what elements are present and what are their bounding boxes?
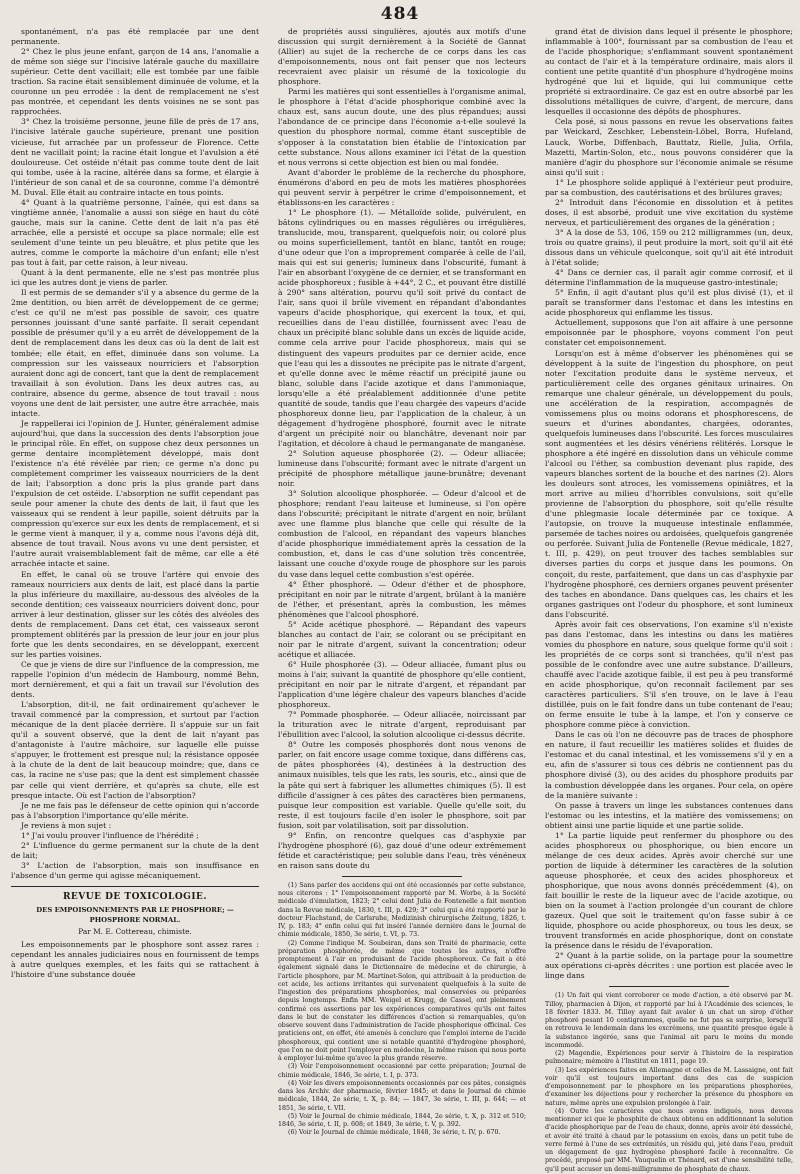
footnote: (5) Voir le Journal de chimie médicale, 1844, 2e série, t. X, p. 312 et 510; 1846, 3e série, t. II, p. 608; et 1849, 3e série, t. V, p. 392.	[278, 1112, 526, 1129]
col3-body	[545, 27, 793, 981]
paragraph: 5° Acide acétique phosphoré. — Répandant des vapeurs blanches au contact de l'air, se colorant ou se précipitant en noir par le nitrate d'argent, suivant la concentration; odeur acétique et alliacée.	[278, 619, 526, 659]
footnote: (2) Comme l'indique M. Soubeiran, dans son Traité de pharmacie, cette préparation phosphorée, de même que toutes les autres, n'offre promptement à l'air en produisant de l'acide phosphoreux. Ce fait a été également signalé dans le Dictionnaire de médecine et de chirurgie, à l'article phosphore, par M. Martinet-Solon, qui attribuait à la production de cet acide, les actions irritantes qui survenaient quelquefois à la suite de l'ingestion des préparations phosphorées, mal conservées ou préparées depuis longtemps. Enfin MM. Weigel et Krugg, de Cassel, ont pleinement confirmé ces assertions par les expériences comparatives qu'ils ont faites dans le but de constater les différences d'action si remarquables, qu'on observe souvent dans l'administration de l'acide phosphorique officinal. Ces praticiens ont, en effet, été amenés à conclure que l'emploi interne de l'acide phosphoreux, qui contient une si notable quantité d'hydrogène phosphoré, que l'on ne doit point l'employer en médecine, la même raison qui nous porte à employer lui-même qu'avec la plus grande réserve.	[278, 939, 526, 1063]
paragraph: Je ne me fais pas le défenseur de cette opinion qui n'accorde pas à l'absorption l'importance qu'elle mérite.	[11, 800, 259, 820]
paragraph: L'absorption, dit-il, ne fait ordinairement qu'achever le travail commencé par la compression, et surtout par l'action mécanique de la dent placée derrière. Il s'appuie sur un fait qu'il a souvent observé, que la dent de lait n'ayant pas d'antagoniste à l'autre mâchoire, sur laquelle elle puisse s'appuyer, le frottement est presque nul; la résistance opposée à la chute de la dent de lait beaucoup moindre; que, dans ce cas, la racine ne s'use pas; que la dent est simplement chassée par celle qui vient derrière, et qu'après sa chute, elle est presque intacte. Où est l'action de l'absorption?	[11, 700, 259, 800]
paragraph: 2° Quant à la partie solide, on la partage pour la soumettre aux opérations ci-après décrites : une portion est placée avec le linge dans	[545, 951, 793, 981]
paragraph: Ce que je viens de dire sur l'influence de la compression, me rappelle l'opinion d'un médecin de Hambourg, nommé Behn, mort dernièrement, et qui a fait un travail sur l'évolution des dents.	[11, 659, 259, 700]
paragraph: On passe à travers un linge les substances contenues dans l'estomac ou les intestins, et la matière des vomissemens; on obtient ainsi une partie liquide et une partie solide.	[545, 800, 793, 830]
paragraph: Je rappellerai ici l'opinion de J. Hunter, généralement admise aujourd'hui, que dans la succession des dents l'absorption joue le principal rôle. En effet, on suppose chez deux personnes un germe dentaire incomplètement développé, mais dont l'existence n'a été révélée par rien; ce germe n'a donc pu complètement comprimer les vaisseaux nourriciers de la dent de lait; l'absorption a donc pris la plus grande part dans l'expulsion de cet ostéide. L'absorption ne suffit cependant pas seule pour amener la chute des dents de lait, il faut que les vaisseaux qui se rendent à leur papille, soient détruits par la compression qu'exerce sur eux les dents de remplacement, et si le germe vient à manquer, il y a, comme nous l'avons déjà dit, absence de tout travail. Nous avons vu une dent persister, et l'autre aurait vraisemblablement fait de même, car elle a été arrachée intacte et saine.	[11, 418, 259, 569]
paragraph: Lorsqu'on est à même d'observer les phénomènes qui se développent à la suite de l'ingestion du phosphore, on peut noter l'excitation produite dans le système nerveux, et particulièrement celle des organes génitaux urinaires. On remarque une chaleur générale, un développement du pouls, une accélération de la respiration, accompagnés de vomissemens plus ou moins odorans et phosphorescens, de sueurs et d'urines abondantes, chargées, odorantes, quelquefois lumineuses dans l'obscurité. Les forces musculaires sont augmentées et les désirs vénériens rélitérés. Lorsque le phosphore a été ingéré en dissolution dans un véhicule comme l'alcool ou l'éther, sa combustion devenant plus rapide, des vapeurs blanches sortent de la bouche et des narines (2). Alors les douleurs sont atroces, les vomissemens opiniâtres, et la mort arrive au milieu d'horribles convulsions, soit qu'elle provienne de l'absorption du phosphore, soit qu'elle résulte d'une phlegmasie locale déterminée par ce toxique. A l'autopsie, on trouve la muqueuse intestinale enflammée, parsemée de taches noires ou ardoisées, quelquefois gangrenée ou perforée. Suivant Julia de Fontenelle (Revue médicale, 1827, t. III, p. 429), on peut trouver des taches semblables sur diverses parties du corps et jusque dans les poumons. On conçoit, du reste, parfaitement, que dans un cas d'asphyxie par l'hydrogène phosphoré, ces derniers organes peuvent présenter des taches en abondance. Dans quelques cas, les chairs et les organes gastriques ont l'odeur du phosphore, et sont lumineux dans l'obscurité.	[545, 348, 793, 619]
footnote: (1) Sans parler des accidens qui ont été occasionnés par cette substance, nous citerons : 1° l'empoisonnement rapporté par M. Worbe, à la Société médicale d'émulation, 1823; 2° celui dont Julia de Fontenelle a fait mention dans la Revue médicale, 1830, t. III, p. 429; 3° celui qui a été rapporté par le docteur Flachstand, de Carlsruhe, Medizinish chirurgische Zeitung, 1826, t. IV, p. 183; 4° enfin celui qui fut inséré l'année dernière dans le Journal de chimie médicale, 1850, 3e série, t. VI, p. 73.	[278, 881, 526, 939]
footnote-rule	[609, 986, 729, 987]
col2-body	[278, 27, 526, 871]
paragraph: Dans le cas où l'on ne découvre pas de traces de phosphore en nature, il faut recueillir les matières solides et fluides de l'estomac et du canal intestinal, et les vomissemens s'il y en a eu, afin de s'assurer si tous ces débris ne contiennent pas du phosphore divisé (3), ou des acides du phosphore produits par la combustion développée dans les organes. Pour cela, on opère de la manière suivante :	[545, 730, 793, 800]
article-title: DES EMPOISONNEMENTS PAR LE PHOSPHORE; — PHOSPHORE NORMAL.	[36, 906, 234, 925]
paragraph: 3° Solution alcoolique phosphorée. — Odeur d'alcool et de phosphore; rendant l'eau laiteuse et lumineuse, si l'on opère dans l'obscurité; précipitant le nitrate d'argent en noir, brûlant avec une flamme plus blanche que celle qui résulte de la combustion de l'alcool, en répandant des vapeurs blanches d'acide phosphorique immédiatement après la cessation de la combustion, et, dans le cas d'une solution très concentrée, laissant une couche d'oxyde rouge de phosphore sur les parois du vase dans lequel cette combustion s'est opérée.	[278, 489, 526, 579]
paragraph: Cela posé, si nous passons en revue les observations faites par Weickard, Zeschker, Lebenstein-Löbel, Borra, Hufeland, Lauck, Worbe, Diffenbach, Bauttatz, Rielle, Julia, Orfila, Mazetti, Martin-Solon, etc., nous pouvons considérer que la manière d'agir du phosphore sur l'économie animale se résume ainsi qu'il suit :	[545, 117, 793, 177]
paragraph: Parmi les matières qui sont essentielles à l'organisme animal, le phosphore à l'état d'acide phosphorique combiné avec la chaux est, sans aucun doute, une des plus répandues; aussi l'abondance de ce principe dans l'économie a-t-elle soulevé la question du phosphore normal, comme étant susceptible de s'opposer à la constatation bien établie de l'intoxication par cette substance. Nous allons examiner ici l'état de la question et nous verrons si cette objection est bien ou mal fondée.	[278, 87, 526, 167]
paragraph: 4° Dans ce dernier cas, il paraît agir comme corrosif, et il détermine l'inflammation de la muqueuse gastro-intestinale;	[545, 268, 793, 288]
col2-footnotes	[278, 882, 526, 1138]
column-3	[545, 27, 793, 1173]
footnote: (4) Outre les caractères que nous avons indiqués, nous devons mentionner ici que le phosphite de chaux obtenu en additionnant la solution d'acide phosphorique par de l'eau de chaux, donne, après avoir été desséché, et avoir été traité à chaud par le potassium en excès, dans un petit tube de verre fermé à l'une de ses extrémités, un résidu qui, jeté dans l'eau, produit un dégagement de gaz hydrogène phosphoré facile à reconnaître. Ce procédé, proposé par MM. Vauquelin et Thénard, est d'une sensibilité telle, qu'il peut accuser un demi-milligramme de phosphate de chaux.	[545, 1107, 793, 1173]
section-rule	[11, 886, 259, 887]
paragraph: 1° J'ai voulu prouver l'influence de l'hérédité ;	[21, 830, 199, 840]
paragraph: 2° L'influence du germe permanent sur la chute de la dent de lait;	[11, 840, 259, 860]
paragraph: 7° Pommade phosphorée. — Odeur alliacée, noircissant par la trituration avec le nitrate d'argent, reproduisant par l'ébullition avec l'alcool, la solution alcoolique ci-dessus décrite.	[278, 710, 526, 740]
paragraph: 5° Enfin, il agit d'autant plus qu'il est plus divisé (1), et il paraît se transformer dans l'estomac et dans les intestins en acide phosphoreux qui enflamme les tissus.	[545, 288, 793, 318]
paragraph: 8° Outre les composés phosphorés dont nous venons de parler, on fait encore usage comme toxique, dans différens cas, de pâtes phosphorées (4), destinées à la destruction des animaux nuisibles, tels que les rats, les souris, etc., ainsi que de la pâte qui sert à fabriquer les allumettes chimiques (5). Il est difficile d'assigner à ces pâtes des caractères bien permanens, puisque leur composition est variable. Quelle qu'elle soit, du reste, il est toujours facile d'en isoler le phosphore, soit par fusion, soit par volatilisation, soit par dissolution.	[278, 740, 526, 830]
footnote: (6) Voir le Journal de chimie médicale, 1848, 3e série, t. IV, p. 670.	[288, 1129, 501, 1137]
paragraph: En effet, le canal où se trouve l'artère qui envoie des rameaux nourriciers aux dents de lait, est placé dans la partie la plus inférieure du maxillaire, au-dessous des alvéoles de la seconde dentition; ces vaisseaux nourriciers doivent donc, pour arriver à leur destination, glisser sur les côtés des alvéoles des dents de remplacement. Dans cet état, ces vaisseaux seront promptement oblitérés par la pression de leur jour en jour plus forte que les dents secondaires, en se développant, exercent sur les parties voisines.	[11, 569, 259, 659]
section-title: REVUE DE TOXICOLOGIE.	[62, 891, 208, 902]
paragraph: Il est permis de se demander s'il y a absence du germe de la 2me dentition, ou bien arrêt de développement de ce germe; c'est ce qu'il ne m'est pas possible de savoir, ces quatre personnes jouissant d'une santé parfaite. Il serait cependant possible de présumer qu'il y a eu arrêt de développement de la dent de remplacement dans les deux cas où la dent de lait est tombée; elle était, en effet, diminuée dans son volume. La compression sur les vaisseaux nourriciers et l'absorption auraient donc agi de concert, tant que la dent de remplacement travaillait à son évolution. Dans les deux autres cas, au contraire, absence du germe, absence de tout travail : nous voyons une dent de lait persister, une autre être arrachée, mais intacte.	[11, 288, 259, 418]
paragraph: 9° Enfin, on rencontre quelques cas d'asphyxie par l'hydrogène phosphoré (6), gaz doué d'une odeur extrêmement fétide et caractéristique; peu soluble dans l'eau, très vénéneux en raison sans doute du	[278, 830, 526, 870]
paragraph: Je reviens à mon sujet :	[21, 820, 112, 830]
column-2	[278, 27, 526, 1137]
paragraph: grand état de division dans lequel il présente le phosphore; inflammable à 100°, fournissant par sa combustion de l'eau et de l'acide phosphorique; s'enflammant souvent spontanément au contact de l'air et à la température ordinaire, mais alors il contient une petite quantité d'un phosphure d'hydrogène moins hydrogéné que lui et liquide, qui lui communique cette propriété si extraordinaire. Ce gaz est en outre absorbé par les dissolutions métalliques de cuivre, d'argent, de mercure, dans lesquelles il occasionne des dépôts de phosphures.	[545, 27, 793, 117]
col3-footnotes	[545, 992, 793, 1174]
paragraph: Actuellement, supposons que l'on ait affaire à une personne empoisonnée par le phosphore, voyons comment l'on peut constater cet empoisonnement.	[545, 318, 793, 348]
paragraph: 4° Éther phosphoré. — Odeur d'éther et de phosphore, précipitant en noir par le nitrate d'argent, brûlant à la manière de l'éther, et présentant, après la combustion, les mêmes phénomènes que l'alcool phosphoré.	[278, 579, 526, 619]
footnote: (1) Un fait qui vient corroborer ce mode d'action, a été observé par M. Tilloy, pharmacien à Dijon, et rapporté par lui à l'Académie des sciences, le 18 février 1833. M. Tilloy ayant fait avaler à un chat un sirop d'éther phosphoré pesant 10 centigrammes, quelle ne fut pas sa surprise, lorsqu'il en retrouva le lendemain dans les excrémens, une quantité presque égale à la substance ingérée, sans que l'animal ait paru le moins du monde incommodé.	[545, 992, 793, 1049]
paragraph: Quant à la dent permanente, elle ne s'est pas montrée plus ici que les autres dont je viens de parler.	[11, 268, 259, 288]
paragraph: Après avoir fait ces observations, l'on examine s'il n'existe pas dans l'estomac, dans les intestins ou dans les matières vomies du phosphore en nature, sous quelque forme qu'il soit : les propriétés de ce corps sont si tranchées, qu'il n'est pas possible de le confondre avec une autre substance. D'ailleurs, chauffé avec l'acide azotique faible, il est peu à peu transformé en acide phosphorique, qu'on reconnaît facilement par ses caractères particuliers. S'il s'en trouve, on le lave à l'eau distillée, puis on le fait fondre dans un tube contenant de l'eau; on ferme ensuite le tube à la lampe, et l'on y conserve ce phosphore comme pièce à conviction.	[545, 619, 793, 730]
paragraph: 3° L'action de l'absorption, mais son insuffisance en l'absence d'un germe qui agisse mécaniquement.	[11, 860, 259, 880]
paragraph: 1° La partie liquide peut renfermer du phosphore ou des acides phosphoreux ou phosphorique, ou bien encore un mélange de ces deux acides. Après avoir cherché sur une portion de liquide à déterminer les caractères de la solution aqueuse phosphorée, et ceux des acides phosphoreux et phosphorique, que nous avons donnés précédemment (4), on fait bouillir le reste de la liqueur avec de l'acide azotique, ou bien on la soumet à l'action prolongée d'un courant de chlore gazeux. Quel que soit le traitement qu'on fasse subir à ce liquide, phosphore ou acide phosphoreux, ou tous les deux, se trouvent transformés en acide phosphorique, dont on constate la présence dans le résidu de l'évaporation.	[545, 830, 793, 951]
footnote: (3) Voir l'empoisonnement occasionné par cette préparation; Journal de chimie médicale, 1846, 3e série, t. I, p. 373.	[278, 1063, 526, 1079]
paragraph: 3° Chez la troisième personne, jeune fille de près de 17 ans, l'incisive latérale gauche supérieure, prenant une position vicieuse, fut arrachée par un professeur de Florence. Cette dent ne vacillait point; la racine était longue et l'avulsion a été douloureuse. Cet ostéide n'était pas comme toute dent de lait qui tombe, usée à la racine, altérée dans sa forme, et élargie à l'intérieur de son canal et de sa couronne, comme l'a démontré M. Duval. Elle était au contraire intacte en tous points.	[11, 117, 259, 197]
paragraph: 2° Chez le plus jeune enfant, garçon de 14 ans, l'anomalie a de même son siége sur l'incisive latérale gauche du maxillaire supérieur. Cette dent vacillait; elle est tombée par une faible traction. Sa racine était sensiblement diminuée de volume, et la couronne un peu errodée : la dent de remplacement ne s'est pas montrée, et cependant les dents voisines ne se sont pas rapprochées.	[11, 47, 259, 117]
footnote: (4) Voir les divers empoisonnements occasionnés par ces pâtes, consignés dans les Archiv. der pharmacie, février 1845; et dans le Journal de chimie médicale, 1844, 2e série, t. X, p. 84; — 1847, 3e série, t. III, p. 644; — et 1851, 3e série, t. VII.	[278, 1079, 526, 1112]
paragraph: spontanément, n'a pas été remplacée par une dent permanente.	[11, 27, 259, 47]
col1-body	[11, 27, 259, 881]
paragraph: 1° Le phosphore solide appliqué à l'extérieur peut produire, par sa combustion, des cautérisations et des brûlures graves;	[545, 177, 793, 197]
col1-article-body	[11, 940, 259, 980]
paragraph: 3° A la dose de 53, 106, 159 ou 212 milligrammes (un, deux, trois ou quatre grains), il peut produire la mort, soit qu'il ait été dissous dans un véhicule quelconque, soit qu'il ait été introduit à l'état solide;	[545, 227, 793, 268]
footnote: (2) Magendie, Expériences pour servir à l'histoire de la respiration pulmonaire; mémoire à l'Institut en 1811, page 19.	[545, 1050, 793, 1066]
paragraph: 1° Le phosphore (1). — Métalloïde solide, pulvérulent, en bâtons cylindriques ou en masses régulières ou irrégulières, translucide, mou, transparent, quelquefois noir, ou coloré plus ou moins superficiellement, tantôt en blanc, tantôt en rouge; d'une odeur que l'on a improprement comparée à celle de l'ail, mais qui est sui generis; lumineux dans l'obscurité, fumant à l'air en absorbant l'oxygène de ce dernier, et se transformant en acide phosphoreux ; fusible à +44°, 2 C., et pouvant être distillé à 290° sans altération, pourvu qu'il soit privé du contact de l'air, sans quoi il brûle vivement en répandant d'abondantes vapeurs d'acide phosphorique, qui exercent la toux, et qui, recueillies dans de l'eau distillée, fournissent avec l'eau de chaux un précipité blanc soluble dans un excès de liquide acide, comme cela arrive pour l'acide phosphoreux, mais qui se distinguent des vapeurs produites par ce dernier acide, ence que l'eau qui les a dissoutes ne précipite pas le nitrate d'argent, et qu'elle donne avec le même réactif un précipité jaune ou blanc, soluble dans l'acide azotique et dans l'ammoniaque, lorsqu'elle a été préalablement additionnée d'une petite quantité de soude, tandis que l'eau chargée des vapeurs d'acide phosphoreux donne lieu, par l'application de la chaleur, à un dégagement d'hydrogène phosphoré, fournit avec le nitrate d'argent un précipité noir ou blanchâtre, devenant noir par l'agitation, et décolore à chaud le permanganate de manganèse.	[278, 207, 526, 448]
paragraph: Avant d'aborder le problème de la recherche du phosphore, énumérons d'abord en peu de mots les matières phosphorées qui peuvent servir à perpétrer le crime d'empoisonnement, et établissons-en les caractères :	[278, 167, 526, 207]
column-1	[11, 27, 259, 1099]
paragraph: de propriétés aussi singulières, ajoutés aux motifs d'une discussion qui surgit dernièrement à la Société de Gannat (Allier) au sujet de la recherche de ce corps dans les cas d'empoisonnements, nous ont fait penser que nos lecteurs recevraient avec plaisir un résumé de la toxicologie du phosphore.	[278, 27, 526, 87]
paragraph: 2° Introduit dans l'économie en dissolution et à petites doses, il est absorbé, produit une vive excitation du système nerveux, et particulièrement des organes de la génération ;	[545, 197, 793, 227]
paragraph: 2° Solution aqueuse phosphorée (2). — Odeur alliacée; lumineuse dans l'obscurité; formant avec le nitrate d'argent un précipité de phosphore métallique jaune-brunâtre; devenant noir.	[278, 448, 526, 489]
paragraph: Les empoisonnements par le phosphore sont assez rares : cependant les annales judiciaires nous en fournissent de temps à autre quelques exemples, et les faits qui se rattachent à l'histoire d'une substance douée	[11, 940, 259, 980]
page-number: 484	[380, 4, 420, 24]
paragraph: 6° Huile phosphorée (3). — Odeur alliacée, fumant plus ou moins à l'air, suivant la quantité de phosphore qu'elle contient, précipitant en noir par le nitrate d'argent, et répandant par l'application d'une légère chaleur des vapeurs blanches d'acide phosphoreux.	[278, 659, 526, 710]
footnote-rule	[342, 876, 462, 877]
footnote: (3) Les expériences faites en Allemagne et celles de M. Lassaigne, ont fait voir qu'il est toujours important dans des cas de suspicion d'empoisonnement par le phosphore en les préparations phosphorées, d'examiner les déjections pour y rechercher la présence du phosphore en nature, même après une expulsion prolongée à l'air.	[545, 1066, 793, 1107]
article-author: Par M. E. Cottereau, chimiste.	[78, 927, 192, 937]
paragraph: 4° Quant à la quatrième personne, l'aînée, qui est dans sa vingtième année, l'anomalie a aussi son siége en haut du côté gauche, mais sur la canine. Cette dent de lait n'a pas été arrachée, elle a persisté et occupe sa place normale; elle est seulement d'une teinte un peu bleuâtre, et plus petite que les autres, comme le comporte la mâchoire d'un enfant; elle n'est pas tout à fait, par cette raison, à leur niveau.	[11, 197, 259, 268]
